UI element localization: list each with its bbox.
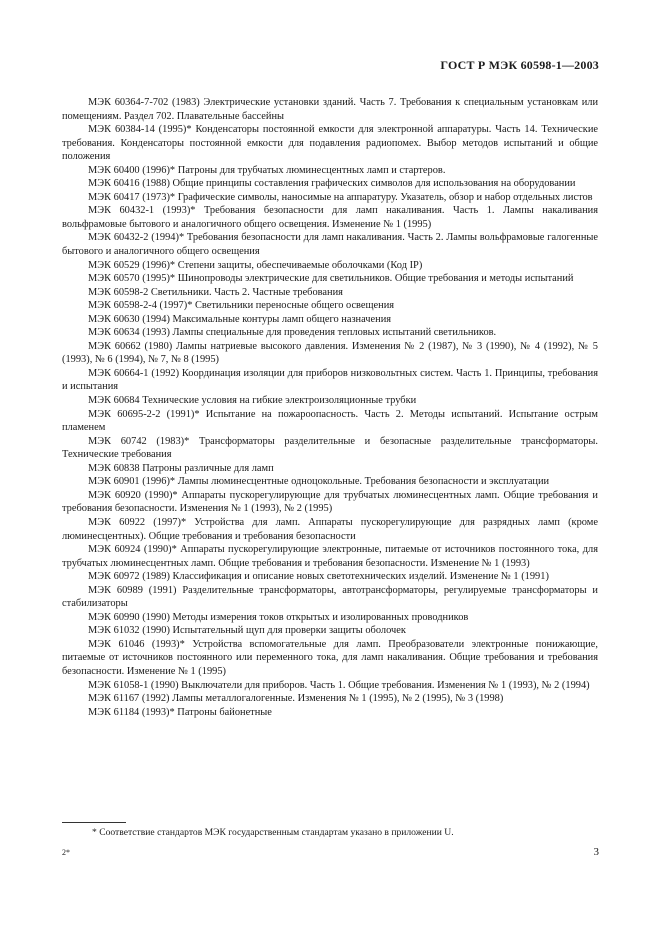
reference-entry: МЭК 60598-2-4 (1997)* Светильники переносные общего освещения (88, 300, 395, 312)
footnote: * Соответствие стандартов МЭК государственным стандартам указано в приложении U. (92, 827, 454, 838)
reference-entry: МЭК 60922 (1997)* Устройства для ламп. Аппараты пускорегулирующие для разрядных ламп (кроме люминесцентных). Общие требования и требования безопасности (62, 516, 598, 542)
reference-entry: МЭК 60920 (1990)* Аппараты пускорегулирующие для трубчатых люминесцентных ламп. Общие требования и требования безопасности. Изменения № 1 (1993), № 2 (1995) (62, 489, 598, 515)
reference-entry: МЭК 60570 (1995)* Шинопроводы электрические для светильников. Общие требования и методы испытаний (88, 273, 574, 285)
reference-entry: МЭК 60662 (1980) Лампы натриевые высокого давления. Изменения № 2 (1987), № 3 (1990), № 4 (1992), № 5 (1993), № 6 (1994), № 7, № 8 (1995) (62, 340, 598, 366)
reference-entry: МЭК 60417 (1973)* Графические символы, наносимые на аппаратуру. Указатель, обзор и набор отдельных листов (88, 191, 593, 203)
reference-entry: МЭК 60695-2-2 (1991)* Испытание на пожароопасность. Часть 2. Методы испытаний. Испытание острым пламенем (62, 408, 598, 434)
reference-entry: МЭК 60634 (1993) Лампы специальные для проведения тепловых испытаний светильников. (88, 327, 497, 339)
reference-entry: МЭК 60901 (1996)* Лампы люминесцентные одноцокольные. Требования безопасности и эксплуатации (88, 476, 550, 488)
reference-entry: МЭК 60416 (1988) Общие принципы составления графических символов для использования на оборудовании (88, 178, 576, 190)
reference-entry: МЭК 60838 Патроны различные для ламп (88, 462, 274, 474)
reference-entry: МЭК 60742 (1983)* Трансформаторы разделительные и безопасные разделительные трансформаторы. Технические требования (62, 435, 598, 461)
reference-entry: МЭК 60990 (1990) Методы измерения токов открытых и изолированных проводников (88, 611, 469, 623)
footnote-divider (62, 822, 126, 823)
reference-entry: МЭК 61032 (1990) Испытательный щуп для проверки защиты оболочек (88, 625, 406, 637)
document-code: ГОСТ Р МЭК 60598-1—2003 (440, 58, 599, 72)
reference-entry: МЭК 61167 (1992) Лампы металлогалогенные. Изменения № 1 (1995), № 2 (1995), № 3 (1998) (88, 693, 504, 705)
reference-entry: МЭК 60630 (1994) Максимальные контуры ламп общего назначения (88, 313, 392, 325)
reference-entry: МЭК 60664-1 (1992) Координация изоляции для приборов низковольтных систем. Часть 1. Принципы, требования и испытания (62, 367, 598, 393)
reference-entry: МЭК 60400 (1996)* Патроны для трубчатых люминесцентных ламп и стартеров. (88, 164, 446, 176)
reference-entry: МЭК 60684 Технические условия на гибкие электроизоляционные трубки (88, 395, 417, 407)
reference-entry: МЭК 60384-14 (1995)* Конденсаторы постоянной емкости для электронной аппаратуры. Часть 14. Технические требования. Конденсаторы постоянной емкости для подавления радиопомех. Выбор методов испытаний и общие положения (62, 124, 598, 163)
reference-entry: МЭК 61184 (1993)* Патроны байонетные (88, 706, 272, 718)
reference-entry: МЭК 60924 (1990)* Аппараты пускорегулирующие электронные, питаемые от источников постоянного тока, для трубчатых люминесцентных ламп. Общие требования и требования безопасности. Изменение № 1 (1993) (62, 544, 598, 569)
reference-entry: МЭК 60989 (1991) Разделительные трансформаторы, автотрансформаторы, регулируемые трансформаторы и стабилизаторы (62, 584, 598, 610)
reference-entry: МЭК 60972 (1989) Классификация и описание новых светотехнических изделий. Изменение № 1 (1991) (88, 571, 549, 583)
sheet-signature: 2* (62, 848, 70, 857)
reference-entry: МЭК 60432-2 (1994)* Требования безопасности для ламп накаливания. Часть 2. Лампы вольфрамовые галогенные бытового и аналогичного общего освещения (62, 232, 598, 258)
reference-entry: МЭК 61046 (1993)* Устройства вспомогательные для ламп. Преобразователи электронные понижающие, питаемые от источников постоянного или переменного тока, для ламп накаливания. Общие требования и требования безопасности. Изменение № 1 (1995) (62, 638, 598, 677)
reference-entry: МЭК 60529 (1996)* Степени защиты, обеспечиваемые оболочками (Код IP) (88, 259, 423, 271)
reference-entry: МЭК 60598-2 Светильники. Часть 2. Частные требования (88, 286, 343, 298)
page-number: 3 (593, 846, 599, 858)
reference-entry: МЭК 61058-1 (1990) Выключатели для приборов. Часть 1. Общие требования. Изменения № 1 (1993), № 2 (1994) (88, 679, 590, 691)
reference-entry: МЭК 60432-1 (1993)* Требования безопасности для ламп накаливания. Часть 1. Лампы накаливания вольфрамовые бытового и аналогичного общего освещения. Изменение № 1 (1995) (62, 205, 598, 230)
reference-entry: МЭК 60364-7-702 (1983) Электрические установки зданий. Часть 7. Требования к специальным установкам или помещениям. Раздел 702. Плавательные бассейны (62, 97, 598, 122)
reference-list (62, 96, 598, 719)
